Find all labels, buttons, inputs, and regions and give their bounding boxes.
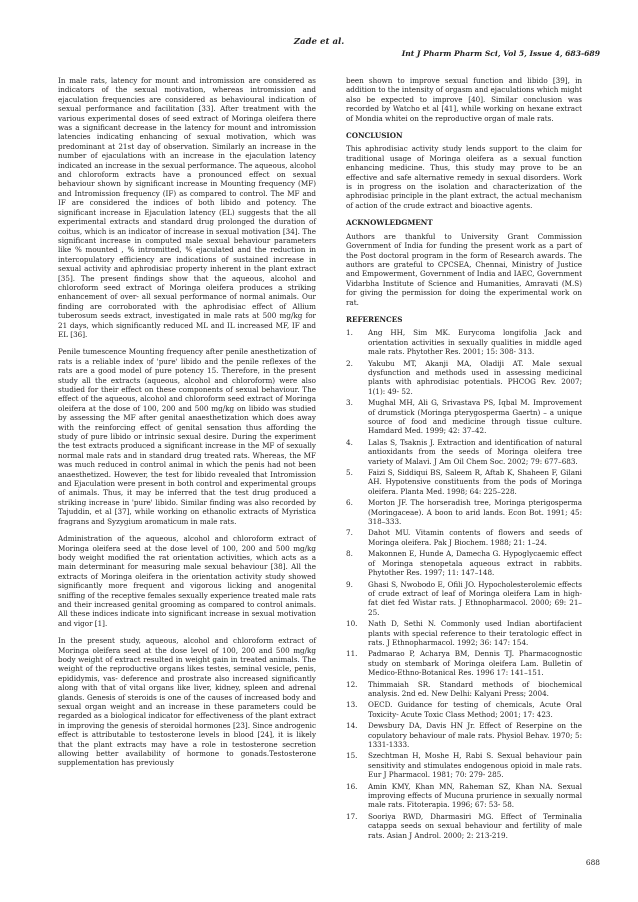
reference-item: 2. Yakubu MT, Akanji MA, Oladiji AT. Male sexual dysfunction and methods used in assessing medicinal plants with aphrodisiac potentials. PHCOG Rev. 2007; 1(1): 49- 52.	[346, 358, 582, 396]
paragraph-continuation: been shown to improve sexual function and libido [39], in addition to the intensity of orgasm and ejaculations which might also be expected to improve [40]. Similar conclusion was recorded by Watcho et al [41], while working on hexane extract of Mondia whitei on the reproductive organ of male rats.	[346, 76, 582, 123]
reference-item: 16. Amin KMY, Khan MN, Raheman SZ, Khan NA. Sexual improving effects of Mucuna prurience in sexually normal male rats. Fitoterapia. 1996; 67: 53- 58.	[346, 781, 582, 810]
paragraph-orientation-activity: Administration of the aqueous, alcohol and chloroform extract of Moringa oleifera seed at the dose level of 100, 200 and 500 mg/kg body weight modified the rat orientation activities, which acts as a main determinant for measuring male sexual behaviour [38]. All the extracts of Moringa oleifera in the orientation activity study showed significantly more frequent and vigorous licking and anogenital sniffing of the receptive females sexually experience treated male rats and their increased genital grooming as compared to control animals. All these indices indicate into significant increase in sexual motivation and vigor [1].	[58, 534, 316, 628]
right-column	[346, 76, 582, 842]
reference-item: 12. Thimmaiah SR. Standard methods of biochemical analysis. 2nd ed. New Delhi: Kalyani Press; 2004.	[346, 679, 582, 698]
paragraph-penile-anesthetization: Penile tumescence Mounting frequency after penile anesthetization of rats is a reliable index of 'pure' libido and the penile reflexes of the rats are a good model of pure potency 15. Therefore, in the present study all the extracts (aqueous, alcohol and chloroform) were also studied for their effect on these components of sexual behaviour. The effect of the aqueous, alcohol and chloroform seed extract of Moringa oleifera at the dose of 100, 200 and 500 mg/kg on libido was studied by assessing the MF after genital anaesthetization which does away with the reinforcing effect of genital sensation thus affording the study of pure libido or intrinsic sexual desire. During the experiment the test extracts produced a significant increase in the MF of sexually normal male rats and in standard drug treated rats. Whereas, the MF was much reduced in control animal in which the penis had not been anaesthetized. However, the test for libido revealed that Intromission and Ejaculation were present in both control and experimental groups of animals. Thus, it may be inferred that the test drug produced a striking increase in 'pure' libido. Similar finding was also recorded by Tajuddin, et al [37], while working on ethanolic extracts of Myristica fragrans and Syzygium aromaticum in male rats.	[58, 347, 316, 526]
reference-item: 14. Dewsbury DA, Davis HN Jr. Effect of Reserpine on the copulatory behaviour of male rats. Physiol Behav. 1970; 5: 1331-1333.	[346, 721, 582, 749]
reference-item: 11. Padmarao P, Acharya BM, Dennis TJ. Pharmacognostic study on stembark of Moringa oleifera Lam. Bulletin of Medico-Ethno-Botanical Res. 1996 17: 141–151.	[346, 649, 582, 678]
reference-item: 5. Faizi S, Siddiqui BS, Saleem R, Aftab K, Shaheen F, Gilani AH. Hypotensive constituents from the pods of Moringa oleifera. Planta Med. 1998; 64: 225–228.	[346, 468, 582, 496]
left-column	[58, 76, 316, 776]
reference-item: 9. Ghasi S, Nwobodo E, Ofili JO. Hypocholesterolemic effects of crude extract of leaf of Moringa oleifera Lam in high-fat diet fed Wistar rats. J Ethnopharmacol. 2000; 69: 21– 25.	[346, 579, 582, 617]
acknowledgment-text: Authors are thankful to University Grant Commission Government of India for funding the present work as a part of the Post doctoral program in the form of Research awards. The authors are grateful to CPCSEA, Chennai, Ministry of Justice and Empowerment, Government of India and IAEC, Government Vidarbha Institute of Science and Humanities, Amravati (M.S) for giving the permission for doing the experimental work on rat.	[346, 231, 582, 307]
reference-list	[346, 328, 582, 840]
paragraph-sexual-motivation: In male rats, latency for mount and intromission are considered as indicators of the sexual motivation, whereas intromission and ejaculation frequencies are considered as behavioural indication of sexual performance and facilitation [33]. After treatment with the various experimental doses of seed extract of Moringa oleifera there was a significant decrease in the latency for mount and intromission latencies indicating enhancing of sexual motivation, which was predominant at 21st day of observation. Similarly an increase in the number of ejaculations with an increase in the ejaculation latency indicated an increase in the sexual performance. The aqueous, alcohol and chloroform extracts have a pronounced effect on sexual behaviour shown by significant increase in Mounting frequency (MF) and Intromission frequency (IF) as compared to control. The MF and IF are considered the indices of both libido and potency. The significant increase in Ejaculation latency (EL) suggests that the all experimental extracts and standard drug prolonged the duration of coitus, which is an indicator of increase in sexual motivation [34]. The significant increase in computed male sexual behaviour parameters like % mounted , % intromitted, % ejaculated and the reduction in intercopulatory efficiency are indications of sustained increase in sexual activity and aphrodisiac property inherent in the plant extract [35]. The present findings show that the aqueous, alcohol and chloroform seed extract of Moringa oleifera produces a striking enhancement of over- all sexual performance of normal animals. Our finding are corroborated with the aphrodisiac effect of Allium tuberosum seeds extract, investigated in male rats at 500 mg/kg for 21 days, which significantly reduced ML and IL increased MF, IF and EL [36].	[58, 76, 316, 339]
reference-item: 17. Sooriya RWD, Dharmasiri MG. Effect of Terminalia catappa seeds on sexual behaviour and fertility of male rats. Asian J Androl. 2000; 2: 213-219.	[346, 811, 582, 840]
reference-item: 4. Lalas S, Tsaknis J. Extraction and identification of natural antioxidants from the seeds of Moringa oleifera tree variety of Malavi. J Am Oil Chem Soc. 2002; 79: 677–683.	[346, 437, 582, 466]
running-header-author: Zade et al.	[293, 37, 345, 47]
conclusion-heading: CONCLUSION	[346, 131, 403, 141]
reference-item: 15. Szechtman H, Moshe H, Rabi S. Sexual behaviour pain sensitivity and stimulates endogenous opioid in male rats. Eur J Pharmacol. 1981; 70: 279- 285.	[346, 751, 582, 780]
reference-item: 6. Morton JF. The horseradish tree, Moringa pterigosperma (Moringaceae). A boon to arid lands. Econ Bot. 1991; 45: 318–333.	[346, 498, 582, 527]
paragraph-organ-weight: In the present study, aqueous, alcohol and chloroform extract of Moringa oleifera seed at the dose level of 100, 200 and 500 mg/kg body weight of extract resulted in weight gain in treated animals. The weight of the reproductive organs likes testes, seminal vesicle, penis, epididymis, vas- deference and prostrate also increased significantly along with that of vital organs like liver, kidney, spleen and adrenal glands. Genesis of steroids is one of the causes of increased body and sexual organ weight and an increase in these parameters could be regarded as a biological indicator for effectiveness of the plant extract in improving the genesis of steroidal hormones [23]. Since androgenic effect is attributable to testosterone levels in blood [24], it is likely that the plant extracts may have a role in testosterone secretion allowing better availability of hormone to gonads.Testosterone supplementation has previously	[58, 636, 316, 768]
reference-item: 13. OECD. Guidance for testing of chemicals, Acute Oral Toxicity- Acute Toxic Class Method; 2001; 17: 423.	[346, 700, 582, 719]
acknowledgment-heading: ACKNOWLEDGMENT	[346, 218, 433, 228]
page-number: 688	[585, 858, 600, 867]
reference-item: 7. Dahot MU. Vitamin contents of flowers and seeds of Moringa oleifera. Pak J Biochem. 1988; 21: 1–24.	[346, 528, 582, 547]
reference-item: 1. Ang HH, Sim MK. Eurycoma longifolia Jack and orientation activities in sexually qualities in middle aged male rats. Phytother Res. 2001; 15: 308- 313.	[346, 328, 582, 357]
reference-item: 8. Makonnen E, Hunde A, Damecha G. Hypoglycaemic effect of Moringa stenopetala aqueous extract in rabbits. Phytother Res. 1997; 11: 147–148.	[346, 549, 582, 578]
reference-item: 10. Nath D, Sethi N. Commonly used Indian abortifacient plants with special reference to their teratologic effect in rats. J Ethnopharmacol. 1992; 36: 147: 154.	[346, 619, 582, 647]
references-heading: REFERENCES	[346, 314, 403, 324]
reference-item: 3. Mughal MH, Ali G, Srivastava PS, Iqbal M. Improvement of drumstick (Moringa pterygosperma Gaertn) – a unique source of food and medicine through tissue culture. Hamdard Med. 1999; 42: 37–42.	[346, 398, 582, 436]
conclusion-text: This aphrodisiac activity study lends support to the claim for traditional usage of Moringa oleifera as a sexual function enhancing medicine. Thus, this study may prove to be an effective and safe alternative remedy in sexual disorders. Work is in progress on the isolation and characterization of the aphrodisiac principle in the plant extract, the actual mechanism of action of the crude extract and bioactive agents.	[346, 144, 582, 210]
running-header-journal: Int J Pharm Pharm Sci, Vol 5, Issue 4, 683-689	[401, 49, 600, 58]
